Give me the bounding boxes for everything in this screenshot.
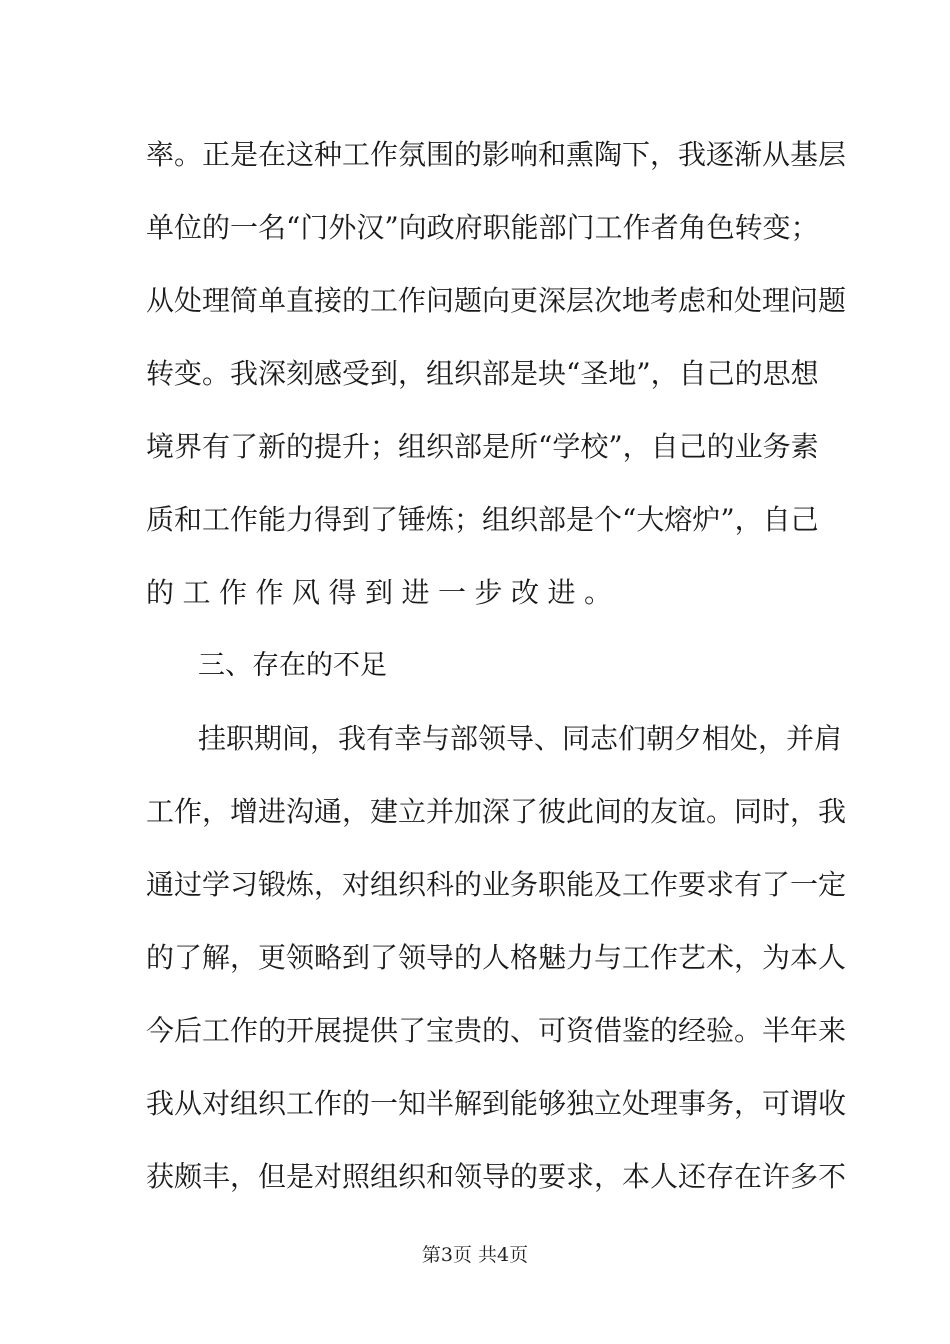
document-body xyxy=(146,132,847,1227)
paragraph-line: 的工作作风得到进一步改进。 xyxy=(146,576,621,609)
paragraph-line: 的了解，更领略到了领导的人格魅力与工作艺术，为本人 xyxy=(146,941,847,974)
paragraph-line: 我从对组织工作的一知半解到能够独立处理事务，可谓收 xyxy=(146,1087,847,1120)
paragraph-line: 质和工作能力得到了锤炼；组织部是个“大熔炉”，自己 xyxy=(146,503,819,536)
paragraph-line: 从处理简单直接的工作问题向更深层次地考虑和处理问题 xyxy=(146,284,847,317)
paragraph-line: 单位的一名“门外汉”向政府职能部门工作者角色转变； xyxy=(146,211,819,244)
paragraph-line: 挂职期间，我有幸与部领导、同志们朝夕相处，并肩 xyxy=(198,722,843,755)
paragraph-line: 工作，增进沟通，建立并加深了彼此间的友谊。同时，我 xyxy=(146,795,847,828)
paragraph-line: 获颇丰，但是对照组织和领导的要求，本人还存在许多不 xyxy=(146,1160,847,1193)
paragraph-line: 转变。我深刻感受到，组织部是块“圣地”，自己的思想 xyxy=(146,357,819,390)
paragraph-line: 今后工作的开展提供了宝贵的、可资借鉴的经验。半年来 xyxy=(146,1014,847,1047)
paragraph-line: 通过学习锻炼，对组织科的业务职能及工作要求有了一定 xyxy=(146,868,847,901)
section-heading: 三、存在的不足 xyxy=(198,650,387,681)
paragraph-line: 境界有了新的提升；组织部是所“学校”，自己的业务素 xyxy=(146,430,819,463)
page-number: 第3页 共4页 xyxy=(421,1244,529,1266)
paragraph-line: 率。正是在这种工作氛围的影响和熏陶下，我逐渐从基层 xyxy=(146,138,847,171)
